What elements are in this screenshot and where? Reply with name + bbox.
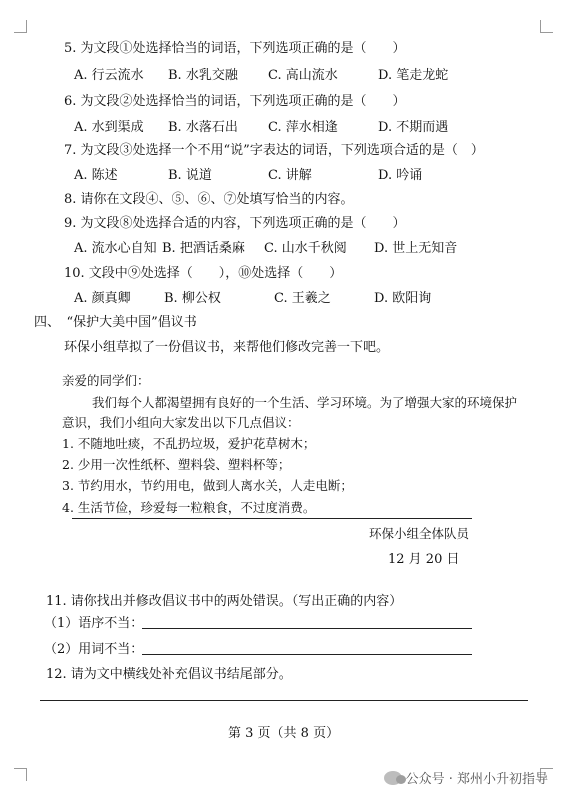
question-5-option-b: B. 水乳交融	[168, 68, 238, 83]
question-11-line-2-label: （2）用词不当：	[44, 642, 144, 657]
corner-mark-top-left	[14, 20, 27, 33]
question-8-stem: 8. 请你在文段④、⑤、⑥、⑦处填写恰当的内容。	[64, 192, 354, 207]
question-10-option-d: D. 欧阳询	[374, 291, 432, 306]
letter-item-1: 1. 不随地吐痰，不乱扔垃圾，爱护花草树木；	[62, 436, 316, 451]
letter-body-line-1: 我们每个人都渴望拥有良好的一个生活、学习环境。为了增强大家的环境保护	[92, 395, 518, 410]
question-9-option-c: C. 山水千秋阅	[264, 241, 347, 256]
letter-item-4: 4. 生活节俭，珍爱每一粒粮食，不过度消费。	[62, 500, 316, 515]
question-6-option-b: B. 水落石出	[168, 120, 238, 135]
question-7-option-c: C. 讲解	[268, 168, 312, 183]
letter-closing-blank-line	[72, 518, 472, 519]
question-6-option-c: C. 萍水相逢	[268, 120, 338, 135]
question-5-option-d: D. 笔走龙蛇	[378, 68, 449, 83]
question-10-option-b: B. 柳公权	[164, 291, 221, 306]
question-5-stem: 5. 为文段①处选择恰当的词语，下列选项正确的是（ ）	[64, 41, 406, 56]
question-10-option-c: C. 王羲之	[274, 291, 331, 306]
letter-item-3: 3. 节约用水，节约用电，做到人离水关，人走电断；	[62, 478, 353, 493]
corner-mark-top-right	[540, 20, 553, 33]
question-11-line-1-label: （1）语序不当：	[44, 616, 144, 631]
question-9-option-a: A. 流水心自知	[74, 241, 157, 256]
question-6-stem: 6. 为文段②处选择恰当的词语，下列选项正确的是（ ）	[64, 94, 406, 109]
question-7-option-b: B. 说道	[168, 168, 212, 183]
question-12-stem: 12. 请为文中横线处补充倡议书结尾部分。	[46, 667, 292, 682]
question-6-option-a: A. 水到渠成	[74, 120, 144, 135]
question-10-option-a: A. 颜真卿	[74, 291, 131, 306]
letter-date: 12 月 20 日	[388, 552, 460, 567]
question-7-stem: 7. 为文段③处选择一个不用“说”字表达的词语，下列选项合适的是（ ）	[64, 143, 484, 158]
question-9-stem: 9. 为文段⑧处选择合适的内容，下列选项正确的是（ ）	[64, 216, 406, 231]
watermark	[384, 768, 548, 787]
question-9-option-b: B. 把酒话桑麻	[162, 241, 245, 256]
corner-mark-bottom-left	[14, 768, 27, 781]
question-11-stem: 11. 请你找出并修改倡议书中的两处错误。（写出正确的内容）	[46, 594, 403, 609]
question-5-option-c: C. 高山流水	[268, 68, 338, 83]
question-9-option-d: D. 世上无知音	[374, 241, 458, 256]
question-11-answer-line-1[interactable]	[142, 628, 472, 629]
question-5-option-a: A. 行云流水	[74, 68, 144, 83]
question-7-option-a: A. 陈述	[74, 168, 118, 183]
letter-body-line-2: 意识，我们小组向大家发出以下几点倡议：	[62, 415, 300, 430]
section-4-intro: 环保小组草拟了一份倡议书，来帮他们修改完善一下吧。	[64, 340, 390, 355]
footer-divider	[40, 700, 528, 701]
letter-salutation: 亲爱的同学们：	[62, 373, 150, 388]
wechat-icon	[384, 771, 402, 785]
question-7-option-d: D. 吟诵	[378, 168, 423, 183]
watermark-text: 公众号 · 郑州小升初指导	[405, 772, 548, 787]
question-11-answer-line-2[interactable]	[142, 654, 472, 655]
letter-signature: 环保小组全体队员	[369, 526, 470, 541]
question-6-option-d: D. 不期而遇	[378, 120, 449, 135]
page-number: 第 3 页（共 8 页）	[228, 726, 340, 741]
letter-item-2: 2. 少用一次性纸杯、塑料袋、塑料杯等；	[62, 457, 291, 472]
question-10-stem: 10. 文段中⑨处选择（ ），⑩处选择（ ）	[64, 266, 343, 281]
section-4-heading: 四、 “保护大美中国”倡议书	[34, 315, 197, 330]
